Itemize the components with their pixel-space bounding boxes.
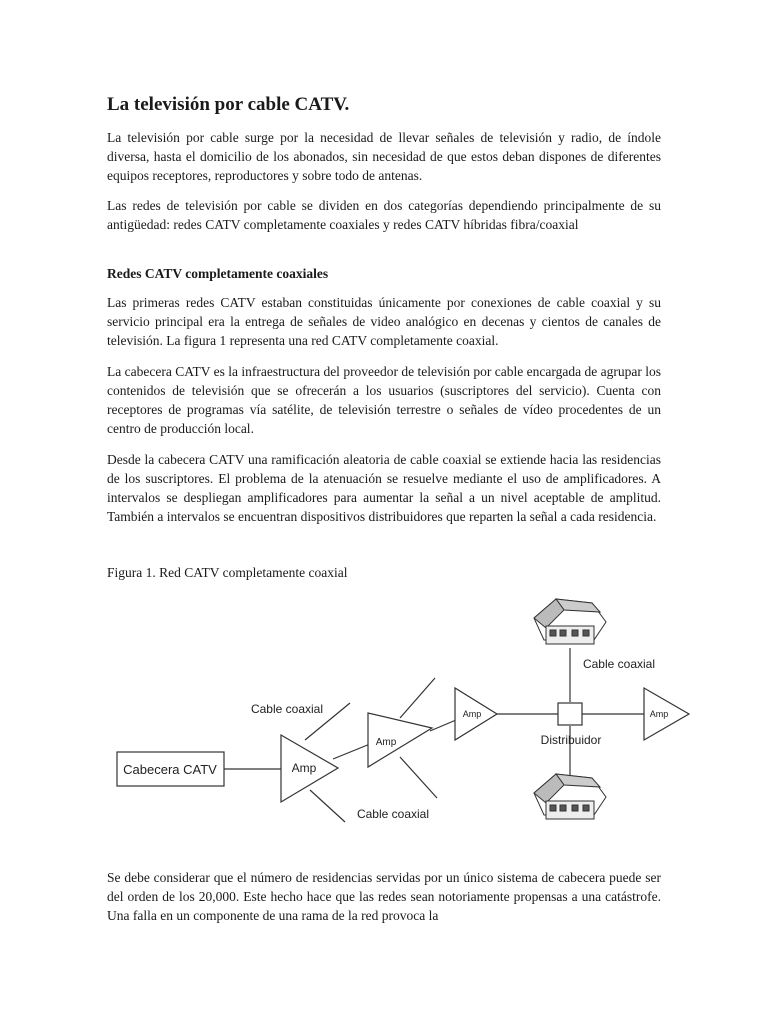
- cable-label-right: Cable coaxial: [582, 657, 656, 671]
- section-paragraph-3: Desde la cabecera CATV una ramificación aleatoria de cable coaxial se extiende hacia las residencias de los suscriptores. El problema de la atenuación se resuelve mediante el uso de amplificadores. A intervalos se despliegan amplificadores para aumentar la señal a un nivel aceptable de amplitud. También a intervalos se encuentran dispositivos distribuidores que reparten la señal a cada residencia.: [107, 452, 661, 524]
- house-icon-top: [534, 599, 606, 644]
- section-heading: Redes CATV completamente coaxiales: [107, 266, 329, 281]
- cable-label-top: Cable coaxial: [250, 702, 324, 716]
- headend-label: Cabecera CATV: [123, 762, 217, 777]
- figure-caption: Figura 1. Red CATV completamente coaxial: [107, 565, 348, 580]
- house-icon-bottom: [534, 774, 606, 819]
- coax-line-amp2-amp3: [430, 720, 456, 731]
- coax-branch-amp2-down: [400, 757, 437, 798]
- cable-label-bottom: Cable coaxial: [356, 807, 430, 821]
- amp-2-label: Amp: [375, 737, 397, 748]
- amp-1-label: Amp: [291, 761, 317, 775]
- coax-line-amp1-amp2: [333, 744, 370, 759]
- distributor-label: Distribuidor: [540, 733, 602, 747]
- closing-paragraph: Se debe considerar que el número de residencias servidas por un único sistema de cabecera puede ser del orden de los 20,000. Este hecho hace que las redes sean notoriamente propensas a una catástrofe. Una falla en un componente de una rama de la red provoca la: [107, 870, 661, 923]
- amp-4-label: Amp: [649, 709, 669, 719]
- distributor-box: [558, 703, 582, 725]
- section-paragraph-2: La cabecera CATV es la infraestructura del proveedor de televisión por cable encargada de agrupar los contenidos de televisión que se ofrecerán a los usuarios (suscriptores del servicio). Cuenta con receptores de programas vía satélite, de televisión terrestre o señales de vídeo procedentes de un centro de producción local.: [107, 364, 661, 436]
- intro-paragraph-2: Las redes de televisión por cable se dividen en dos categorías dependiendo principalmente de su antigüedad: redes CATV completamente coaxiales y redes CATV híbridas fibra/coaxial: [107, 198, 661, 232]
- coax-branch-amp2-up: [400, 678, 435, 718]
- document-title: La televisión por cable CATV.: [107, 94, 350, 115]
- coax-branch-down: [310, 790, 345, 822]
- section-paragraph-1: Las primeras redes CATV estaban constituidas únicamente por conexiones de cable coaxial y su servicio principal era la entrega de señales de video analógico en decenas y cientos de canales de televisión. La figura 1 representa una red CATV completamente coaxial.: [107, 295, 661, 348]
- amp-3-label: Amp: [462, 709, 482, 719]
- intro-paragraph-1: La televisión por cable surge por la necesidad de llevar señales de televisión y radio, de índole diversa, hasta el domicilio de los abonados, sin necesidad de que estos deban dispones de diferentes equipos receptores, reproductores y sobre todo de antenas.: [107, 130, 661, 183]
